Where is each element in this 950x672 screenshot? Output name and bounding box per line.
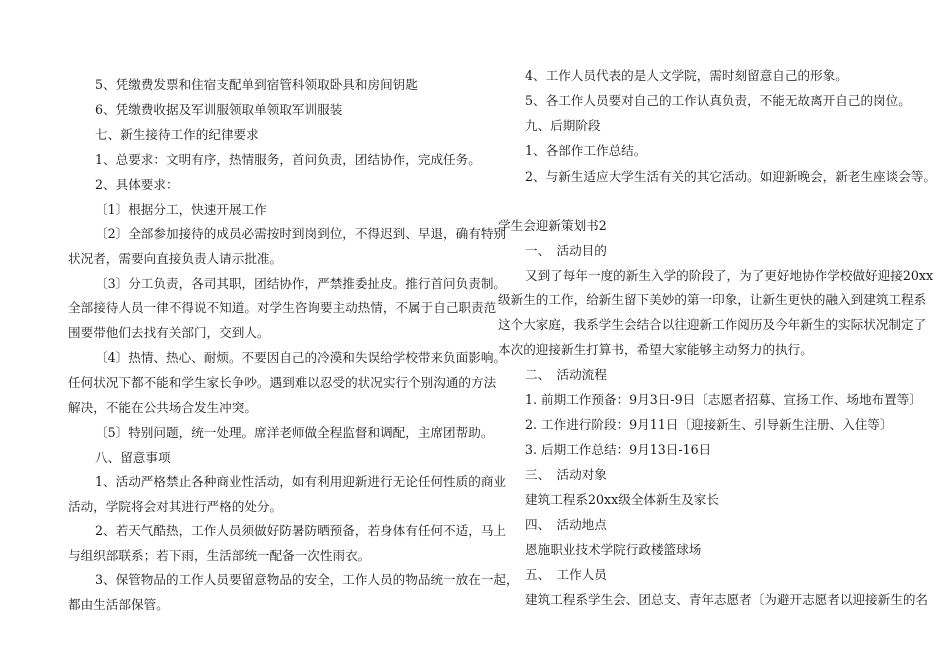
left-column-line: 〔2〕全部参加接待的成员必需按时到岗到位，不得迟到、早退，确有特别 — [95, 226, 507, 241]
right-column-line: 二、 活动流程 — [525, 367, 607, 382]
left-column-line: 都由生活部保管。 — [68, 597, 169, 612]
right-column-line: 2、与新生适应大学生活有关的其它活动。如迎新晚会，新老生座谈会等。 — [525, 169, 937, 184]
right-column-line: 1. 前期工作预备：9月3日-9日〔志愿者招募、宣扬工作、场地布置等〕 — [525, 392, 922, 407]
right-column-line: 4、工作人员代表的是人文学院，需时刻留意自己的形象。 — [525, 68, 848, 83]
left-column-line: 〔5〕特别问题，统一处理。席洋老师做全程监督和调配，主席团帮助。 — [95, 425, 494, 440]
left-column-line: 与组织部联系；若下雨，生活部统一配备一次性雨衣。 — [68, 548, 371, 563]
left-column-line: 1、活动严格禁止各种商业性活动，如有利用迎新进行无论任何性质的商业 — [95, 474, 507, 489]
right-column-line: 五、 工作人员 — [525, 567, 607, 582]
left-column-line: 1、总要求：文明有序，热情服务，首问负责，团结协作，完成任务。 — [95, 152, 481, 167]
left-column-line: 3、保管物品的工作人员要留意物品的安全，工作人员的物品统一放在一起， — [95, 572, 519, 587]
left-column-line: 状况者，需要向直接负责人请示批准。 — [68, 251, 283, 266]
left-column-line: 任何状况下都不能和学生家长争吵。遇到难以忍受的状况实行个别沟通的方法 — [68, 375, 497, 390]
right-column-line: 级新生的工作，给新生留下美妙的第一印象，让新生更快的融入到建筑工程系 — [498, 292, 927, 307]
right-column-line: 3. 后期工作总结：9月13日-16日 — [525, 442, 712, 457]
left-column-line: 活动，学院将会对其进行严格的处分。 — [68, 499, 283, 514]
right-column-line: 学生会迎新策划书2 — [498, 218, 607, 233]
right-column-line: 建筑工程系20xx级全体新生及家长 — [525, 492, 719, 507]
left-column-line: 〔1〕根据分工，快速开展工作 — [95, 202, 267, 217]
right-column-line: 本次的迎接新生打算书，希望大家能够主动努力的执行。 — [498, 342, 813, 357]
right-column-line: 1、各部作工作总结。 — [525, 143, 647, 158]
right-column-line: 5、各工作人员要对自己的工作认真负责，不能无故离开自己的岗位。 — [525, 93, 911, 108]
left-column — [68, 0, 519, 672]
right-column-line: 四、 活动地点 — [525, 517, 607, 532]
left-column-line: 2、若天气酷热，工作人员须做好防暑防晒预备，若身体有任何不适，马上 — [95, 523, 507, 538]
right-column-line: 又到了每年一度的新生入学的阶段了，为了更好地协作学校做好迎接20xx — [525, 268, 934, 283]
left-column-line: 〔4〕热情、热心、耐烦。不要因自己的冷漠和失误给学校带来负面影响。 — [95, 350, 507, 365]
left-column-line: 全部接待人员一律不得说不知道。对学生咨询要主动热情，不属于自己职责范 — [68, 300, 497, 315]
left-column-line: 2、具体要求： — [95, 177, 179, 192]
left-column-line: 〔3〕分工负责，各司其职，团结协作，严禁推委扯皮。推行首问负责制。 — [95, 276, 507, 291]
right-column-line: 九、后期阶段 — [525, 118, 601, 133]
left-column-line: 6、凭缴费收据及军训服领取单领取军训服装 — [95, 102, 343, 117]
right-column-line: 三、 活动对象 — [525, 467, 607, 482]
left-column-line: 解决，不能在公共场合发生冲突。 — [68, 400, 257, 415]
right-column-line: 建筑工程系学生会、团总支、青年志愿者〔为避开志愿者以迎接新生的名 — [525, 592, 928, 607]
left-column-line: 八、留意事项 — [95, 450, 171, 465]
right-column-line: 恩施职业技术学院行政楼篮球场 — [525, 542, 702, 557]
right-column-line: 这个大家庭，我系学生会结合以往迎新工作阅历及今年新生的实际状况制定了 — [498, 317, 927, 332]
right-column-line: 2. 工作进行阶段：9月11日〔迎接新生、引导新生注册、入住等〕 — [525, 417, 893, 432]
left-column-line: 围要带他们去找有关部门，交到人。 — [68, 325, 270, 340]
left-column-line: 七、新生接待工作的纪律要求 — [95, 127, 259, 142]
right-column-line: 一、 活动目的 — [525, 243, 607, 258]
right-column — [498, 0, 937, 672]
left-column-line: 5、凭缴费发票和住宿支配单到宿管科领取卧具和房间钥匙 — [95, 77, 418, 92]
